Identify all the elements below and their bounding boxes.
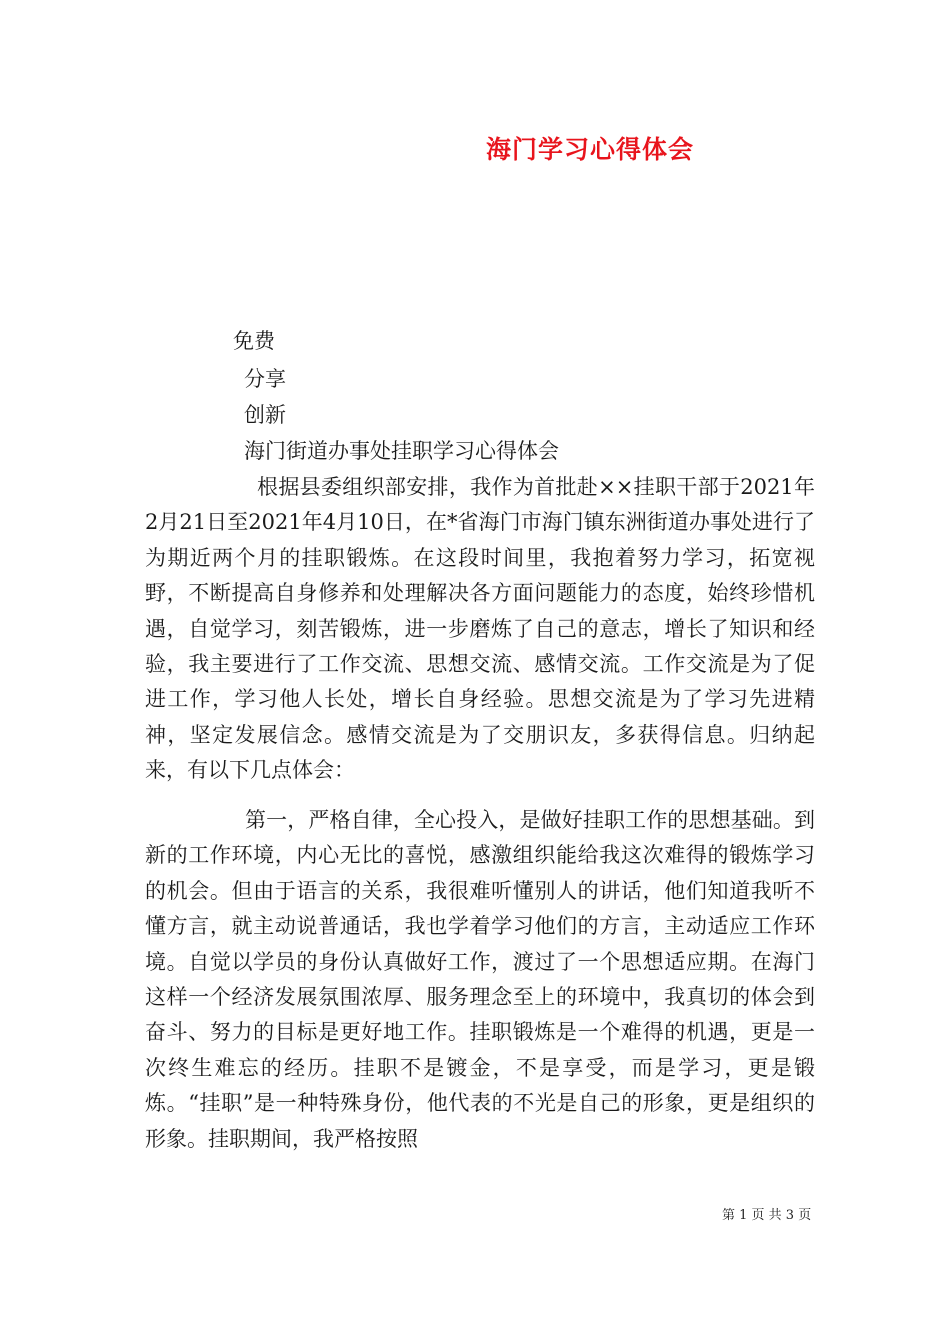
- body-paragraph: 第一，严格自律，全心投入，是做好挂职工作的思想基础。到新的工作环境，内心无比的喜悦，感激组织能给我这次难得的锻炼学习的机会。但由于语言的关系，我很难听懂别人的讲话，他们知道我听不懂方言，就主动说普通话，我也学着学习他们的方言，主动适应工作环境。自觉以学员的身份认真做好工作，渡过了一个思想适应期。在海门这样一个经济发展氛围浓厚、服务理念至上的环境中，我真切的体会到奋斗、努力的目标是更好地工作。挂职锻炼是一个难得的机遇，更是一次终生难忘的经历。挂职不是镀金，不是享受，而是学习，更是锻炼。“挂职”是一种特殊身份，他代表的不光是自己的形象，更是组织的形象。挂职期间，我严格按照: [145, 808, 815, 1151]
- page-number: 第 1 页 共 3 页: [722, 1208, 812, 1223]
- document-title: 海门学习心得体会: [486, 135, 695, 164]
- body-paragraph: 根据县委组织部安排，我作为首批赴××挂职干部于2021年2月21日至2021年4月10日，在*省海门市海门镇东洲街道办事处进行了为期近两个月的挂职锻炼。在这段时间里，我抱着努力学习，拓宽视野，不断提高自身修养和处理解决各方面问题能力的态度，始终珍惜机遇，自觉学习，刻苦锻炼，进一步磨炼了自己的意志，增长了知识和经验，我主要进行了工作交流、思想交流、感情交流。工作交流是为了促进工作，学习他人长处，增长自身经验。思想交流是为了学习先进精神，坚定发展信念。感情交流是为了交朋识友，多获得信息。归纳起来，有以下几点体会：: [145, 475, 815, 783]
- tag-free: 免费: [233, 329, 275, 353]
- tag-innovate: 创新: [244, 403, 286, 427]
- document-subtitle: 海门街道办事处挂职学习心得体会: [244, 439, 559, 463]
- tag-share: 分享: [244, 367, 286, 391]
